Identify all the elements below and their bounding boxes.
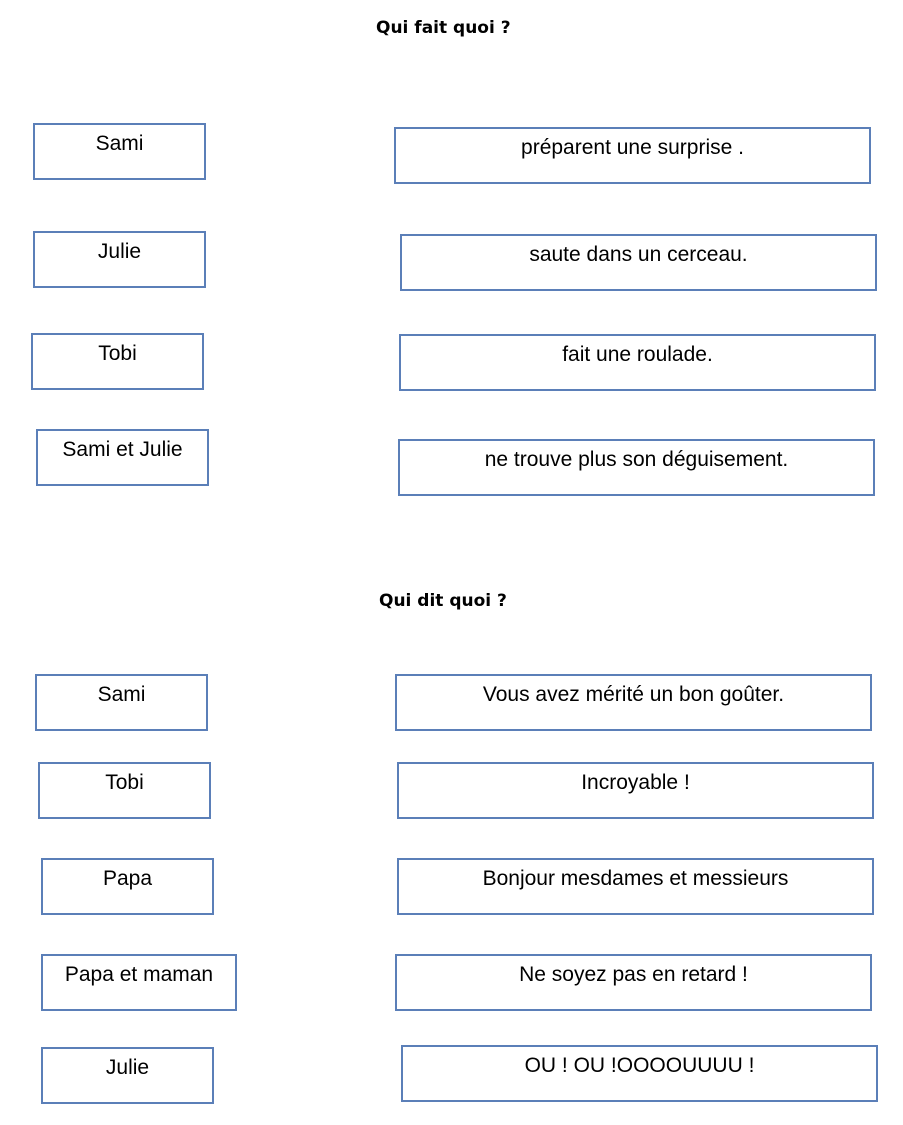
phrase-label: OU ! OU !OOOOUUUU ! [524, 1054, 755, 1077]
name-label: Sami et Julie [62, 438, 183, 461]
phrase-box[interactable] [394, 127, 871, 184]
phrase-box[interactable] [398, 439, 875, 496]
name-box[interactable] [33, 231, 206, 288]
phrase-box[interactable] [401, 1045, 878, 1102]
phrase-box[interactable] [395, 954, 872, 1011]
phrase-label: Vous avez mérité un bon goûter. [482, 683, 785, 706]
name-label: Julie [105, 1056, 150, 1079]
phrase-box[interactable] [397, 762, 874, 819]
name-box[interactable] [41, 954, 237, 1011]
phrase-label: saute dans un cerceau. [529, 243, 748, 266]
section-title-qui-dit-quoi: Qui dit quoi ? [379, 591, 507, 611]
phrase-box[interactable] [397, 858, 874, 915]
phrase-label: préparent une surprise . [521, 136, 744, 159]
section-title-qui-fait-quoi: Qui fait quoi ? [376, 18, 511, 38]
name-box[interactable] [31, 333, 204, 390]
name-label: Papa [102, 867, 153, 890]
name-box[interactable] [35, 674, 208, 731]
phrase-label: fait une roulade. [562, 343, 713, 366]
name-box[interactable] [41, 858, 214, 915]
name-box[interactable] [33, 123, 206, 180]
name-label: Tobi [98, 342, 137, 365]
phrase-box[interactable] [400, 234, 877, 291]
name-box[interactable] [41, 1047, 214, 1104]
phrase-box[interactable] [395, 674, 872, 731]
phrase-label: Ne soyez pas en retard ! [519, 963, 748, 986]
name-box[interactable] [36, 429, 209, 486]
phrase-label: Bonjour mesdames et messieurs [482, 867, 789, 890]
name-label: Sami [97, 683, 146, 706]
name-label: Sami [95, 132, 144, 155]
name-label: Julie [97, 240, 142, 263]
name-box[interactable] [38, 762, 211, 819]
phrase-label: Incroyable ! [581, 771, 690, 794]
name-label: Papa et maman [64, 963, 214, 986]
name-label: Tobi [105, 771, 144, 794]
phrase-label: ne trouve plus son déguisement. [484, 448, 789, 471]
phrase-box[interactable] [399, 334, 876, 391]
